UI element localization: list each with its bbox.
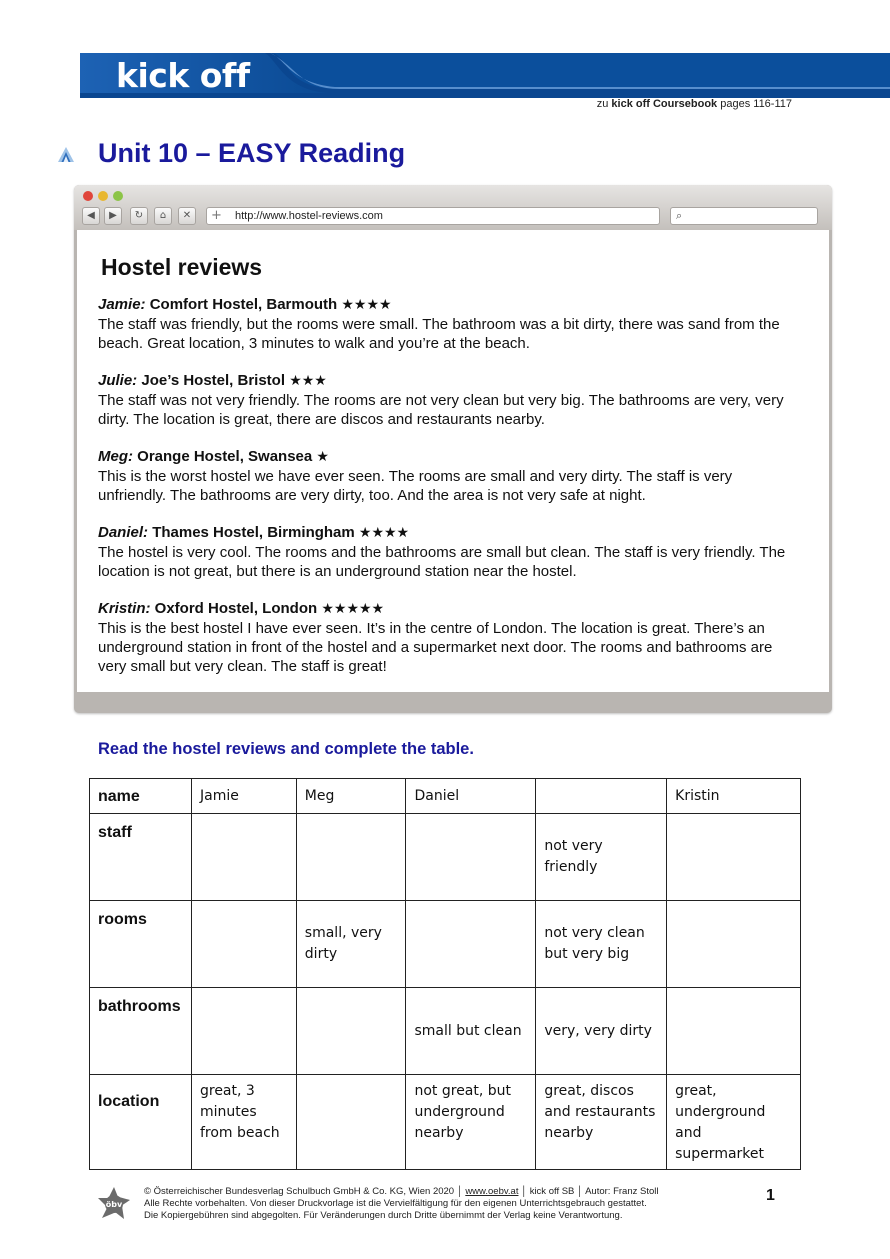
table-cell[interactable] [296,1075,406,1170]
page-number: 1 [766,1187,775,1204]
hostel-name: Orange Hostel, Swansea [137,448,313,465]
coursebook-prefix: zu [596,98,609,110]
table-cell[interactable]: great, underground and supermarket [667,1075,801,1170]
footer-website-link[interactable]: www.oebv.at [465,1186,519,1197]
table-row [90,901,801,988]
url-text: http://www.hostel-reviews.com [235,210,383,222]
kickoff-logo: kick off [116,56,250,95]
hostel-name: Thames Hostel, Birmingham [152,524,355,541]
hostel-name: Comfort Hostel, Barmouth [149,296,338,313]
table-cell[interactable]: not great, but underground nearby [406,1075,536,1170]
browser-window [74,185,832,713]
star-rating: ★★★★ [341,297,392,313]
table-cell[interactable]: small, very dirty [296,901,406,988]
table-cell[interactable]: Kristin [667,779,801,814]
table-row [90,1075,801,1170]
browser-toolbar [74,185,832,230]
star-rating: ★★★★★ [321,601,385,617]
back-arrow-icon[interactable]: ◀ [82,207,100,225]
answer-table [89,778,801,1170]
oebv-logo-text: öbv [105,1200,123,1209]
row-label: bathrooms [90,988,192,1075]
oebv-logo [97,1186,131,1220]
star-rating: ★★★ [289,373,327,389]
triangle-logo-icon [57,146,75,164]
star-rating: ★ [316,449,329,465]
table-cell[interactable] [191,814,296,901]
review-text: The hostel is very cool. The rooms and the bathrooms are small but clean. The staff is very friendly. The location is not great, but there is an underground station near the hostel. [98,544,786,580]
close-window-icon[interactable] [83,191,93,201]
table-cell[interactable] [406,901,536,988]
table-cell[interactable] [406,814,536,901]
table-cell[interactable] [296,988,406,1075]
reload-icon[interactable]: ↻ [130,207,148,225]
maximize-window-icon[interactable] [113,191,123,201]
reviewer-name: Julie: [98,372,138,389]
footer-line-3: Die Kopiergebühren sind abgegolten. Für Veränderungen durch Dritte übernimmt der Verlag keine Verantwortung. [144,1210,623,1221]
table-cell[interactable]: great, 3 minutes from beach [191,1075,296,1170]
minimize-window-icon[interactable] [98,191,108,201]
table-cell[interactable] [667,901,801,988]
row-label: rooms [90,901,192,988]
add-tab-icon[interactable]: + [211,208,222,223]
table-cell[interactable]: great, discos and restaurants nearby [536,1075,667,1170]
coursebook-reference [597,98,792,110]
task-instruction: Read the hostel reviews and complete the table. [98,740,474,758]
table-row [90,988,801,1075]
coursebook-pages: pages 116-117 [720,98,792,110]
table-cell[interactable] [536,779,667,814]
table-cell[interactable]: not very clean but very big [536,901,667,988]
row-label: location [90,1075,192,1170]
table-row [90,814,801,901]
page-heading: Hostel reviews [101,254,263,280]
footer-copyright [144,1186,658,1222]
star-rating: ★★★★ [358,525,410,541]
table-cell[interactable]: Jamie [191,779,296,814]
search-input[interactable] [670,207,818,225]
review-text: The staff was not very friendly. The rooms are not very clean but very big. The bathrooms are very, very dirty. The location is great, there are discos and restaurants nearby. [98,392,784,428]
reviewer-name: Jamie: [98,296,146,313]
coursebook-name: kick off Coursebook [611,98,718,110]
forward-arrow-icon[interactable]: ▶ [104,207,122,225]
table-cell[interactable] [191,901,296,988]
table-row [90,779,801,814]
review-item [98,371,798,429]
review-text: This is the worst hostel we have ever seen. The rooms are small and very dirty. The staff is very unfriendly. The bathrooms are very dirty, too. And the area is not very safe at night. [98,468,733,504]
footer-publisher: © Österreichischer Bundesverlag Schulbuch GmbH & Co. KG, Wien 2020 [144,1186,455,1197]
unit-title: Unit 10 – EASY Reading [98,138,406,168]
footer-book: kick off SB [529,1186,575,1197]
review-item [98,447,798,505]
table-cell[interactable] [667,988,801,1075]
review-item [98,523,798,581]
table-cell[interactable]: not very friendly [536,814,667,901]
search-icon: ⌕ [676,209,683,222]
table-cell[interactable] [296,814,406,901]
footer-line-2: Alle Rechte vorbehalten. Von dieser Druckvorlage ist die Vervielfältigung für den eigenen Unterrichtsgebrauch gestattet. [144,1198,647,1209]
review-text: This is the best hostel I have ever seen. It’s in the centre of London. The location is great. There’s an underground station in front of the hostel and a supermarket next door. The rooms and bathrooms are very small but very clean. The staff is great! [98,620,773,675]
row-label: staff [90,814,192,901]
table-cell[interactable]: Meg [296,779,406,814]
hostel-name: Joe’s Hostel, Bristol [141,372,286,389]
table-cell[interactable] [667,814,801,901]
review-text: The staff was friendly, but the rooms were small. The bathroom was a bit dirty, there was sand from the beach. Great location, 3 minutes to walk and you’re at the beach. [98,316,780,352]
reviewer-name: Kristin: [98,600,151,617]
browser-page [77,230,829,692]
table-cell[interactable]: Daniel [406,779,536,814]
reviewer-name: Meg: [98,448,133,465]
footer-author: Autor: Franz Stoll [585,1186,659,1197]
review-item [98,295,798,353]
reviewer-name: Daniel: [98,524,149,541]
hostel-name: Oxford Hostel, London [154,600,318,617]
address-bar[interactable] [206,207,660,225]
home-icon[interactable]: ⌂ [154,207,172,225]
table-cell[interactable]: small but clean [406,988,536,1075]
review-item [98,599,798,676]
row-label: name [90,779,192,814]
table-cell[interactable] [191,988,296,1075]
stop-icon[interactable]: ✕ [178,207,196,225]
table-cell[interactable]: very, very dirty [536,988,667,1075]
footer-line-1: © Österreichischer Bundesverlag Schulbuch GmbH & Co. KG, Wien 2020 │ www.oebv.at │ kick off SB │ Autor: Franz Stoll [144,1186,659,1197]
